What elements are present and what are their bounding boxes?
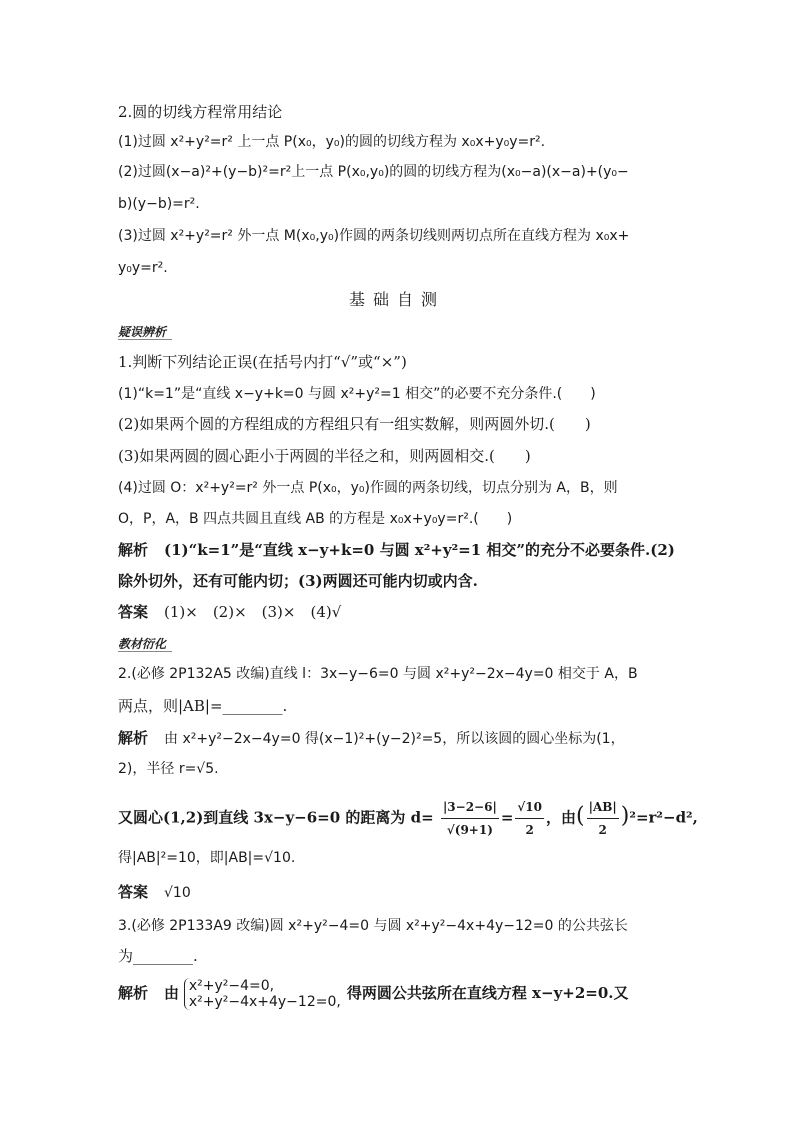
fraction-numerator: √10 — [515, 796, 544, 819]
answer-label: 答案 — [118, 883, 149, 901]
solution-text: 得两圆公共弦所在直线方程 x−y+2=0.又 — [346, 984, 629, 1002]
conclusion-2-line1: (2)过圆(x−a)²+(y−b)²=r²上一点 P(x₀,y₀)的圆的切线方程为(x₀−a)(x−a)+(y₀− — [118, 164, 629, 180]
conclusion-3-line2: y₀y=r². — [118, 260, 168, 276]
q1-solution-line1 — [118, 539, 675, 561]
page-title: 基础自测 — [348, 290, 445, 309]
right-paren: ) — [620, 803, 630, 829]
q2-solution-line1 — [118, 727, 625, 750]
answer-text: (1)× (2)× (3)× (4)√ — [164, 603, 342, 621]
q2-stem-line1: 2.(必修 2P132A5 改编)直线 l：3x−y−6=0 与圆 x²+y²−2x−4y=0 相交于 A，B — [118, 666, 638, 682]
q1-stem: 1.判断下列结论正误(在括号内打“√”或“×”) — [118, 353, 407, 371]
section-tag-2 — [118, 632, 172, 655]
q1-answer — [118, 601, 341, 623]
equals-sign: = — [500, 808, 514, 827]
conclusion-2-line2: b)(y−b)=r². — [118, 196, 200, 212]
solution-label: 解析 — [118, 541, 149, 559]
conclusion-3-line1: (3)过圆 x²+y²=r² 外一点 M(x₀,y₀)作圆的两条切线则两切点所在直线方程为 x₀x+ — [118, 228, 630, 244]
q2-result: 得|AB|²=10，即|AB|=√10. — [118, 850, 296, 866]
fraction-numerator: |3−2−6| — [441, 796, 499, 819]
q3-stem-line2: 为________. — [118, 947, 198, 965]
fraction-denominator: 2 — [525, 823, 534, 837]
left-paren: ( — [576, 803, 585, 829]
system-equation-1: x²+y²−4=0, — [188, 978, 275, 994]
half-chord-fraction — [587, 796, 619, 841]
q1-statement-2: (2)如果两个圆的方程组成的方程组只有一组实数解，则两圆外切.( ) — [118, 415, 591, 433]
answer-label: 答案 — [118, 603, 149, 621]
solution-label: 解析 — [118, 729, 149, 747]
q2-stem-line2: 两点，则|AB|=________. — [118, 697, 288, 715]
fraction-denominator: √(9+1) — [446, 823, 493, 837]
q2-distance-line — [118, 796, 698, 841]
solution-text: 由 x²+y²−2x−4y=0 得(x−1)²+(y−2)²=5，所以该圆的圆心坐标为(1， — [164, 731, 625, 747]
section-heading: 2.圆的切线方程常用结论 — [118, 103, 283, 121]
q2-solution-line2: 2)，半径 r=√5. — [118, 761, 219, 777]
q1-statement-3: (3)如果两圆的圆心距小于两圆的半径之和，则两圆相交.( ) — [118, 447, 531, 465]
tag-label: 疑误辨析 — [118, 325, 172, 340]
distance-value-fraction — [515, 796, 544, 841]
conclusion-1: (1)过圆 x²+y²=r² 上一点 P(x₀，y₀)的圆的切线方程为 x₀x+y₀y=r². — [118, 134, 546, 150]
tag-label: 教材衍化 — [118, 637, 172, 652]
q1-statement-4-line1: (4)过圆 O：x²+y²=r² 外一点 P(x₀，y₀)作圆的两条切线，切点分别为 A，B，则 — [118, 480, 618, 496]
q1-statement-4-line2: O，P，A，B 四点共圆且直线 AB 的方程是 x₀x+y₀y=r².( ) — [118, 511, 513, 527]
q2-answer — [118, 881, 191, 904]
fraction-denominator: 2 — [598, 823, 607, 837]
q3-stem-line1: 3.(必修 2P133A9 改编)圆 x²+y²−4=0 与圆 x²+y²−4x+4y−12=0 的公共弦长 — [118, 918, 628, 934]
solution-text: (1)“k=1”是“直线 x−y+k=0 与圆 x²+y²=1 相交”的充分不必要条件.(2) — [164, 541, 675, 559]
distance-text: 又圆心(1,2)到直线 3x−y−6=0 的距离为 d= — [118, 808, 434, 827]
q1-solution-line2: 除外切外，还有可能内切；(3)两圆还可能内切或内含. — [118, 572, 478, 590]
distance-fraction — [441, 796, 499, 841]
section-tag-1 — [118, 320, 172, 343]
q1-statement-1: (1)“k=1”是“直线 x−y+k=0 与圆 x²+y²=1 相交”的必要不充分条件.( ) — [118, 386, 596, 402]
answer-text: √10 — [164, 885, 191, 901]
equation-tail: ²=r²−d², — [629, 808, 698, 827]
system-prefix: 由 — [164, 984, 180, 1002]
fraction-numerator: |AB| — [587, 796, 619, 819]
system-equation-2: x²+y²−4x+4y−12=0, — [188, 994, 341, 1010]
connector-text: ，由 — [546, 808, 577, 827]
equation-system — [184, 978, 341, 1010]
solution-label: 解析 — [118, 984, 149, 1002]
q3-solution-line — [118, 978, 629, 1010]
